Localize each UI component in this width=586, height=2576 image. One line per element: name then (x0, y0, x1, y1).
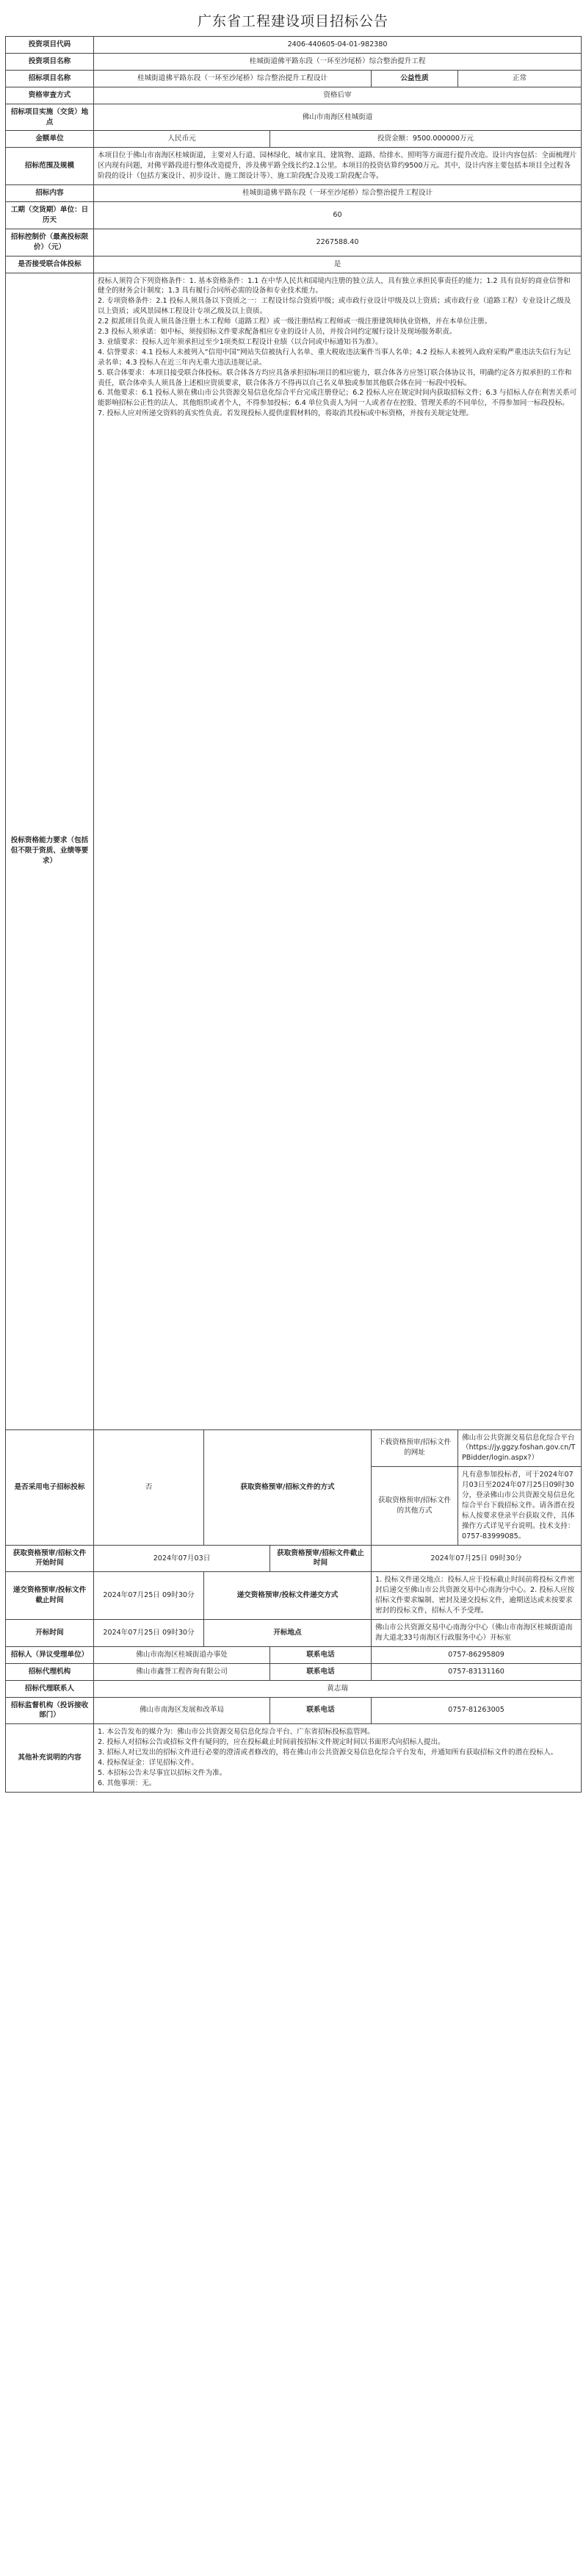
note-paragraph: 5. 本招标公告未尽事宜以招标文件为准。 (98, 1768, 227, 1777)
announcement-table (5, 36, 582, 1793)
row-bid-project-name (6, 70, 582, 87)
label-approval-method: 资格审查方式 (6, 87, 94, 104)
label-agent-person: 招标代理联系人 (6, 1680, 94, 1697)
row-notes (6, 1724, 582, 1792)
label-agent: 招标代理机构 (6, 1663, 94, 1680)
label-tenderer-phone: 联系电话 (270, 1646, 372, 1663)
value-tenderer-phone: 0757-86295809 (372, 1646, 582, 1663)
row-agent-person (6, 1680, 582, 1697)
announcement-page (5, 0, 581, 1793)
value-notes (94, 1724, 582, 1792)
value-project-name: 桂城街道佛平路东段（一环至沙尾桥）综合整治提升工程 (94, 53, 582, 70)
label-notes: 其他补充说明的内容 (6, 1724, 94, 1792)
value-open-place: 佛山市公共资源交易中心南海分中心（佛山市南海区桂城街道南海大道北33号南海区行政服务中心）开标室 (372, 1620, 582, 1647)
value-joint: 是 (94, 256, 582, 273)
label-public-nature: 公益性质 (372, 70, 458, 87)
value-supervisor: 佛山市南海区发展和改革局 (94, 1697, 270, 1724)
requirement-paragraph: 6. 其他要求：6.1 投标人须在佛山市公共资源交易信息化综合平台完成注册登记；6.2 投标人应在规定时间内获取招标文件；6.3 与招标人存在利害关系可能影响招标公正性的法人、其他组织或者个人，不得参加投标；6.4 单位负责人为同一人或者存在控股、管理关系的不同单位，不得参加同一标段投标。 (98, 389, 577, 408)
value-agent-phone: 0757-83131160 (372, 1663, 582, 1680)
row-contents (6, 185, 582, 202)
value-get-url[interactable]: 佛山市公共资源交易信息化综合平台（https://jy.ggzy.foshan.gov.cn/TPBidder/login.aspx?） (458, 1429, 582, 1467)
label-location: 招标项目实施（交货）地点 (6, 104, 94, 131)
label-requirements: 投标资格能力要求（包括但不限于资质、业绩等要求） (6, 273, 94, 1429)
value-public-nature: 正常 (458, 70, 582, 87)
row-joint (6, 256, 582, 273)
label-bid-project-name: 招标项目名称 (6, 70, 94, 87)
label-submit-end: 递交资格预审/投标文件截止时间 (6, 1572, 94, 1620)
value-project-code: 2406-440605-04-01-982380 (94, 37, 582, 54)
label-tenderer: 招标人（异议受理单位） (6, 1646, 94, 1663)
value-contents: 桂城街道佛平路东段（一环至沙尾桥）综合整治提升工程设计 (94, 185, 582, 202)
row-approval-method (6, 87, 582, 104)
label-duration: 工期（交货期）单位：日历天 (6, 201, 94, 229)
value-location: 佛山市南海区桂城街道 (94, 104, 582, 131)
value-duration: 60 (94, 201, 582, 229)
label-joint: 是否接受联合体投标 (6, 256, 94, 273)
label-contents: 招标内容 (6, 185, 94, 202)
label-scope: 招标范围及规模 (6, 148, 94, 185)
note-paragraph: 2. 投标人对招标公告或招标文件有疑问的，应在投标截止时间前按招标文件规定时间以书面形式向招标人提出。 (98, 1738, 445, 1747)
note-paragraph: 1. 本公告发布的媒介为：佛山市公共资源交易信息化综合平台、广东省招标投标监管网。 (98, 1728, 375, 1737)
value-requirements (94, 273, 582, 1429)
label-electronic: 是否采用电子招标投标 (6, 1429, 94, 1545)
requirement-paragraph: 投标人须符合下列资格条件：1. 基本资格条件：1.1 在中华人民共和国境内注册的独立法人，具有独立承担民事责任的能力；1.2 具有良好的商业信誉和健全的财务会计制度；1.3 具有履行合同所必需的设备和专业技术能力。 (98, 276, 571, 295)
requirement-paragraph: 3. 业绩要求：投标人近年须承担过至少1项类似工程设计业绩（以合同或中标通知书为准）。 (98, 337, 383, 346)
note-paragraph: 6. 其他事项：无。 (98, 1779, 156, 1787)
value-scope: 本项目位于佛山市南海区桂城街道，主要对人行道、园林绿化、城市家具、建筑物、道路、给排水、照明等方面进行提升改造。设计内容包括：全面梳理片区内现有问题，对佛平路段进行整体改造提升，涉及佛平路全线长约2.1公里。本项目的投资估算约9500万元。其中，设计内容主要包括本项目全过程各阶段的设计（包括方案设计、初步设计、施工图设计等）、施工阶段配合及竣工阶段配合等。 (94, 148, 582, 185)
label-open-time: 开标时间 (6, 1620, 94, 1647)
label-get-end: 获取资格预审/招标文件截止时间 (270, 1545, 372, 1572)
row-tenderer (6, 1646, 582, 1663)
value-tenderer: 佛山市南海区桂城街道办事处 (94, 1646, 270, 1663)
row-project-name (6, 53, 582, 70)
row-scope (6, 148, 582, 185)
value-bid-project-name: 桂城街道佛平路东段（一环至沙尾桥）综合整治提升工程设计 (94, 70, 372, 87)
value-supervisor-phone: 0757-81263005 (372, 1697, 582, 1724)
requirement-paragraph: 7. 投标人应对所递交资料的真实性负责。若发现投标人提供虚假材料的，将取消其投标或中标资格，并按有关规定处理。 (98, 409, 474, 418)
row-duration (6, 201, 582, 229)
row-get-time (6, 1545, 582, 1572)
label-get-start: 获取资格预审/招标文件开始时间 (6, 1545, 94, 1572)
label-project-name: 投资项目名称 (6, 53, 94, 70)
label-agent-phone: 联系电话 (270, 1663, 372, 1680)
label-amount: 金额单位 (6, 131, 94, 148)
note-paragraph: 4. 投标保证金：详见招标文件。 (98, 1759, 198, 1768)
label-open-place: 开标地点 (204, 1620, 372, 1647)
value-get-start: 2024年07月03日 (94, 1545, 270, 1572)
label-get-url: 下载资格预审/招标文件的网址 (372, 1429, 458, 1467)
label-supervisor: 招标监督机构（投诉接收部门） (6, 1697, 94, 1724)
value-submit-method: 1. 投标文件递交地点：投标人应于投标截止时间前将投标文件密封后递交至佛山市公共资源交易中心南海分中心。2. 投标人应按招标文件要求编制、密封及递交投标文件，逾期送达或未按要求密封的投标文件，招标人不予受理。 (372, 1572, 582, 1620)
value-amount-unit: 人民币元 (94, 131, 270, 148)
value-get-extra: 凡有意参加投标者，可于2024年07月03日至2024年07月25日09时30分，登录佛山市公共资源交易信息化综合平台下载招标文件。请各潜在投标人按要求登录平台获取文件，具体操作方式详见平台说明。技术支持：0757-83999085。 (458, 1467, 582, 1545)
value-electronic: 否 (94, 1429, 204, 1545)
row-control-price (6, 229, 582, 256)
label-get-method: 获取资格预审/招标文件的方式 (204, 1429, 372, 1545)
row-location (6, 104, 582, 131)
row-agent (6, 1663, 582, 1680)
row-supervisor (6, 1697, 582, 1724)
requirement-paragraph: 2.2 拟派项目负责人须具备注册土木工程师（道路工程）或一级注册结构工程师或一级注册建筑师执业资格，并在本单位注册。 (98, 317, 492, 326)
row-electronic-1 (6, 1429, 582, 1467)
label-supervisor-phone: 联系电话 (270, 1697, 372, 1724)
row-submit (6, 1572, 582, 1620)
row-project-code (6, 37, 582, 54)
label-project-code: 投资项目代码 (6, 37, 94, 54)
label-get-extra: 获取资格预审/招标文件的其他方式 (372, 1467, 458, 1545)
value-amount-desc: 投资金额：9500.000000万元 (270, 131, 582, 148)
row-requirements (6, 273, 582, 1429)
value-submit-end: 2024年07月25日 09时30分 (94, 1572, 204, 1620)
value-control-price: 2267588.40 (94, 229, 582, 256)
label-control-price: 招标控制价（最高投标限价）（元） (6, 229, 94, 256)
row-amount (6, 131, 582, 148)
requirement-paragraph: 2.3 投标人须承诺：如中标，须按招标文件要求配备相应专业的设计人员，并按合同约定履行设计及现场服务职责。 (98, 328, 457, 337)
requirement-paragraph: 5. 联合体要求：本项目接受联合体投标。联合体各方均应具备承担招标项目的相应能力，联合体各方应签订联合体协议书，明确约定各方拟承担的工作和责任，联合体牵头人须具备上述相应资质要求，联合体各方不得再以自己名义单独或参加其他联合体在同一标段中投标。 (98, 368, 572, 387)
value-open-time: 2024年07月25日 09时30分 (94, 1620, 204, 1647)
value-get-end: 2024年07月25日 09时30分 (372, 1545, 582, 1572)
value-agent-person: 黄志瑞 (94, 1680, 582, 1697)
note-paragraph: 3. 招标人对已发出的招标文件进行必要的澄清或者修改的，将在佛山市公共资源交易信息化综合平台发布，并通知所有获取招标文件的潜在投标人。 (98, 1748, 558, 1757)
value-agent: 佛山市鑫誉工程咨询有限公司 (94, 1663, 270, 1680)
page-title: 广东省工程建设项目招标公告 (197, 13, 388, 29)
requirement-paragraph: 4. 信誉要求：4.1 投标人未被列入“信用中国”网站失信被执行人名单、重大税收违法案件当事人名单；4.2 投标人未被列入政府采购严重违法失信行为记录名单；4.3 投标人在近三年内无重大违法违规记录。 (98, 348, 571, 367)
requirement-paragraph: 2. 专项资格条件：2.1 投标人须具备以下资质之一：工程设计综合资质甲级；或市政行业设计甲级及以上资质；或市政行业（道路工程）专业设计乙级及以上资质；或风景园林工程设计专项乙级及以上资质。 (98, 297, 571, 316)
row-open (6, 1620, 582, 1647)
value-approval-method: 资格后审 (94, 87, 582, 104)
label-submit-method: 递交资格预审/投标文件递交方式 (204, 1572, 372, 1620)
